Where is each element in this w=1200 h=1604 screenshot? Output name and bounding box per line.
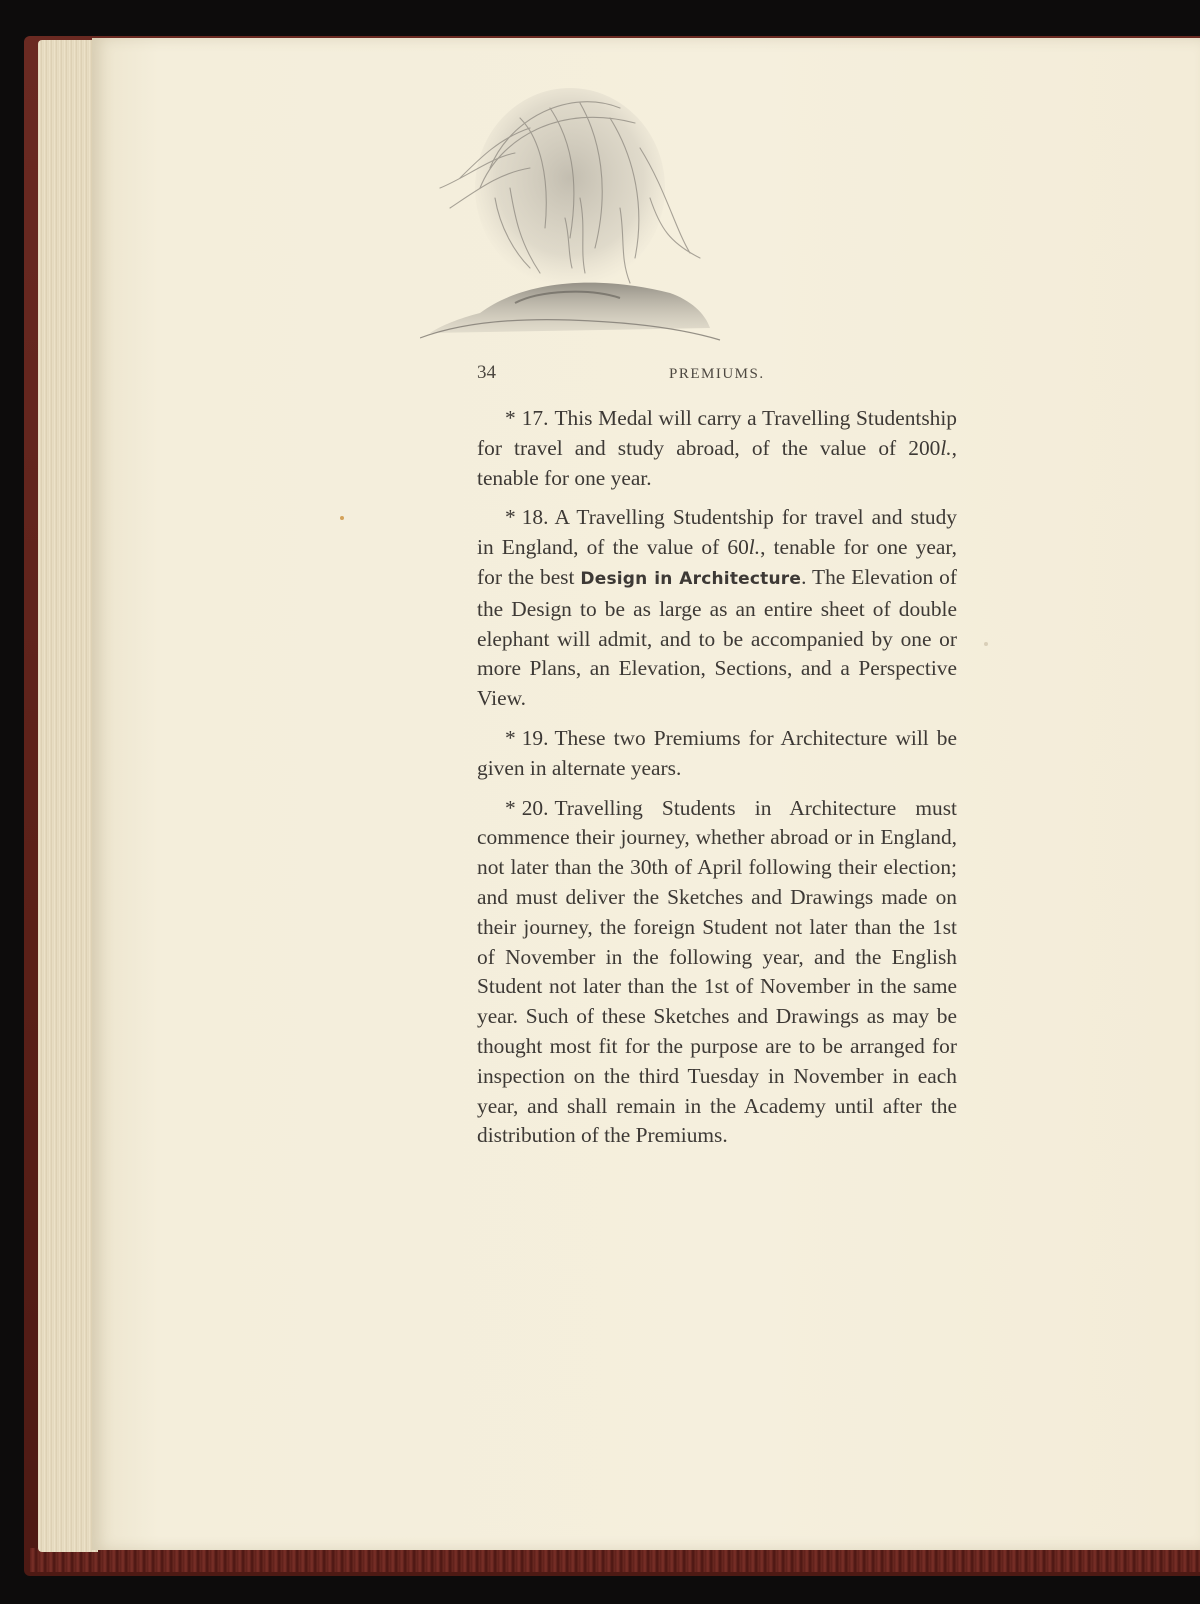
paragraph-17 bbox=[477, 404, 957, 493]
pencil-sketch-head-from-behind-icon bbox=[420, 78, 730, 368]
body-text bbox=[477, 404, 957, 1151]
emphasized-term: Design in Architecture bbox=[580, 568, 802, 589]
paper-speck bbox=[340, 516, 344, 520]
paragraph-text: . The Elevation of the Design to be as large as an entire sheet of double elephant will admit, and to be accompanied by one or more Plans, an Elevation, Sections, and a Perspective View. bbox=[477, 564, 957, 711]
paragraph-number: 17. bbox=[521, 406, 549, 430]
paragraph-text: , tenable for one year, for the best bbox=[477, 535, 957, 589]
paragraph-text: A Travelling Studentship for travel and study in England, of the value of 60 bbox=[477, 505, 957, 560]
running-head bbox=[477, 362, 957, 390]
page-edges bbox=[38, 40, 98, 1552]
paragraph-number: 20. bbox=[521, 795, 549, 820]
page-number: 34 bbox=[477, 362, 496, 383]
paragraph-number: 18. bbox=[521, 505, 549, 530]
paragraph-18 bbox=[477, 503, 957, 714]
asterisk-marker: * bbox=[505, 406, 516, 430]
paragraph-text: These two Premiums for Architecture will be given in alternate years. bbox=[477, 725, 957, 780]
paper-speck bbox=[984, 642, 988, 646]
cover-bottom-edge bbox=[30, 1548, 1200, 1572]
asterisk-marker: * bbox=[505, 725, 516, 750]
paragraph-20 bbox=[477, 794, 957, 1152]
paragraph-text: Travelling Students in Architecture must commence their journey, whether abroad or in England, not later than the 30th of April following their election; and must deliver the Sketches and Drawings made on their journey, the foreign Student not later than the 1st of November in the following year, and the English Student not later than the 1st of November in the same year. Such of these Sketches and Drawings as may be thought most fit for the purpose are to be arranged for inspection on the third Tuesday in November in each year, and shall remain in the Academy until after the distribution of the Premiums. bbox=[477, 795, 957, 1148]
paragraph-number: 19. bbox=[521, 725, 549, 750]
paragraph-text: This Medal will carry a Travelling Studentship for travel and study abroad, of the value of 200 bbox=[477, 406, 957, 460]
section-title: PREMIUMS. bbox=[669, 366, 765, 382]
asterisk-marker: * bbox=[505, 795, 516, 820]
paragraph-19 bbox=[477, 724, 957, 784]
asterisk-marker: * bbox=[505, 505, 516, 530]
paragraph-text: , tenable for one year. bbox=[477, 435, 957, 490]
currency-abbrev: l. bbox=[940, 435, 952, 460]
currency-abbrev: l. bbox=[748, 535, 761, 560]
